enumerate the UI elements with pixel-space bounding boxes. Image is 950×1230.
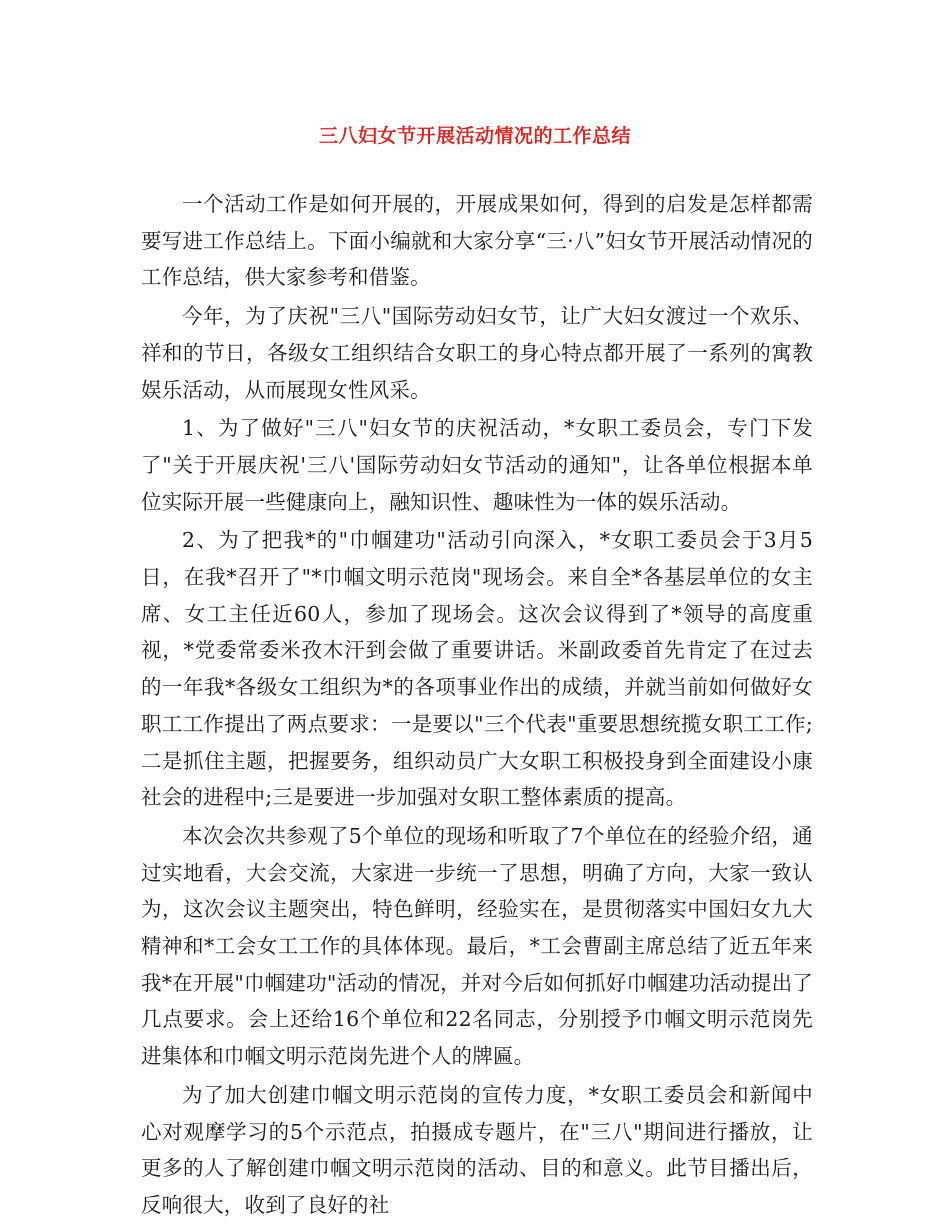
paragraph-meeting-summary: 本次会次共参观了5个单位的现场和听取了7个单位在的经验介绍，通过实地看，大会交流，大家进一步统一了思想，明确了方向，大家一致认为，这次会议主题突出，特色鲜明，经验实在，是贯彻落实中国妇女九大精神和*工会女工工作的具体体现。最后，*工会曹副主席总结了近五年来我*在开展"巾帼建功"活动的情况，并对今后如何抓好巾帼建功活动提出了几点要求。会上还给16个单位和22名同志，分别授予巾帼文明示范岗先进集体和巾帼文明示范岗先进个人的牌匾。: [141, 823, 813, 1069]
document-title: 三八妇女节开展活动情况的工作总结: [318, 125, 631, 147]
paragraph-publicity: 为了加大创建巾帼文明示范岗的宣传力度，*女职工委员会和新闻中心对观摩学习的5个示范点，拍摄成专题片，在"三八"期间进行播放，让更多的人了解创建巾帼文明示范岗的活动、目的和意义。此节目播出后，反响很大，收到了良好的社: [141, 1082, 813, 1217]
paragraph-overview: 今年，为了庆祝"三八"国际劳动妇女节，让广大妇女渡过一个欢乐、祥和的节日，各级女工组织结合女职工的身心特点都开展了一系列的寓教娱乐活动，从而展现女性风采。: [141, 304, 813, 402]
paragraph-item-1: 1、为了做好"三八"妇女节的庆祝活动，*女职工委员会，专门下发了"关于开展庆祝'三八'国际劳动妇女节活动的通知"，让各单位根据本单位实际开展一些健康向上，融知识性、趣味性为一体的娱乐活动。: [141, 416, 813, 514]
document-body: [141, 186, 813, 1226]
paragraph-intro: 一个活动工作是如何开展的，开展成果如何，得到的启发是怎样都需要写进工作总结上。下面小编就和大家分享“三·八”妇女节开展活动情况的工作总结，供大家参考和借鉴。: [141, 192, 813, 290]
paragraph-item-2: 2、为了把我*的"巾帼建功"活动引向深入，*女职工委员会于3月5日，在我*召开了"*巾帼文明示范岗"现场会。来自全*各基层单位的女主席、女工主任近60人，参加了现场会。这次会议得到了*领导的高度重视，*党委常委米孜木汗到会做了重要讲话。米副政委首先肯定了在过去的一年我*各级女工组织为*的各项事业作出的成绩，并就当前如何做好女职工工作提出了两点要求：一是要以"三个代表"重要思想统揽女职工工作;二是抓住主题，把握要务，组织动员广大女职工积极投身到全面建设小康社会的进程中;三是要进一步加强对女职工整体素质的提高。: [141, 528, 813, 810]
